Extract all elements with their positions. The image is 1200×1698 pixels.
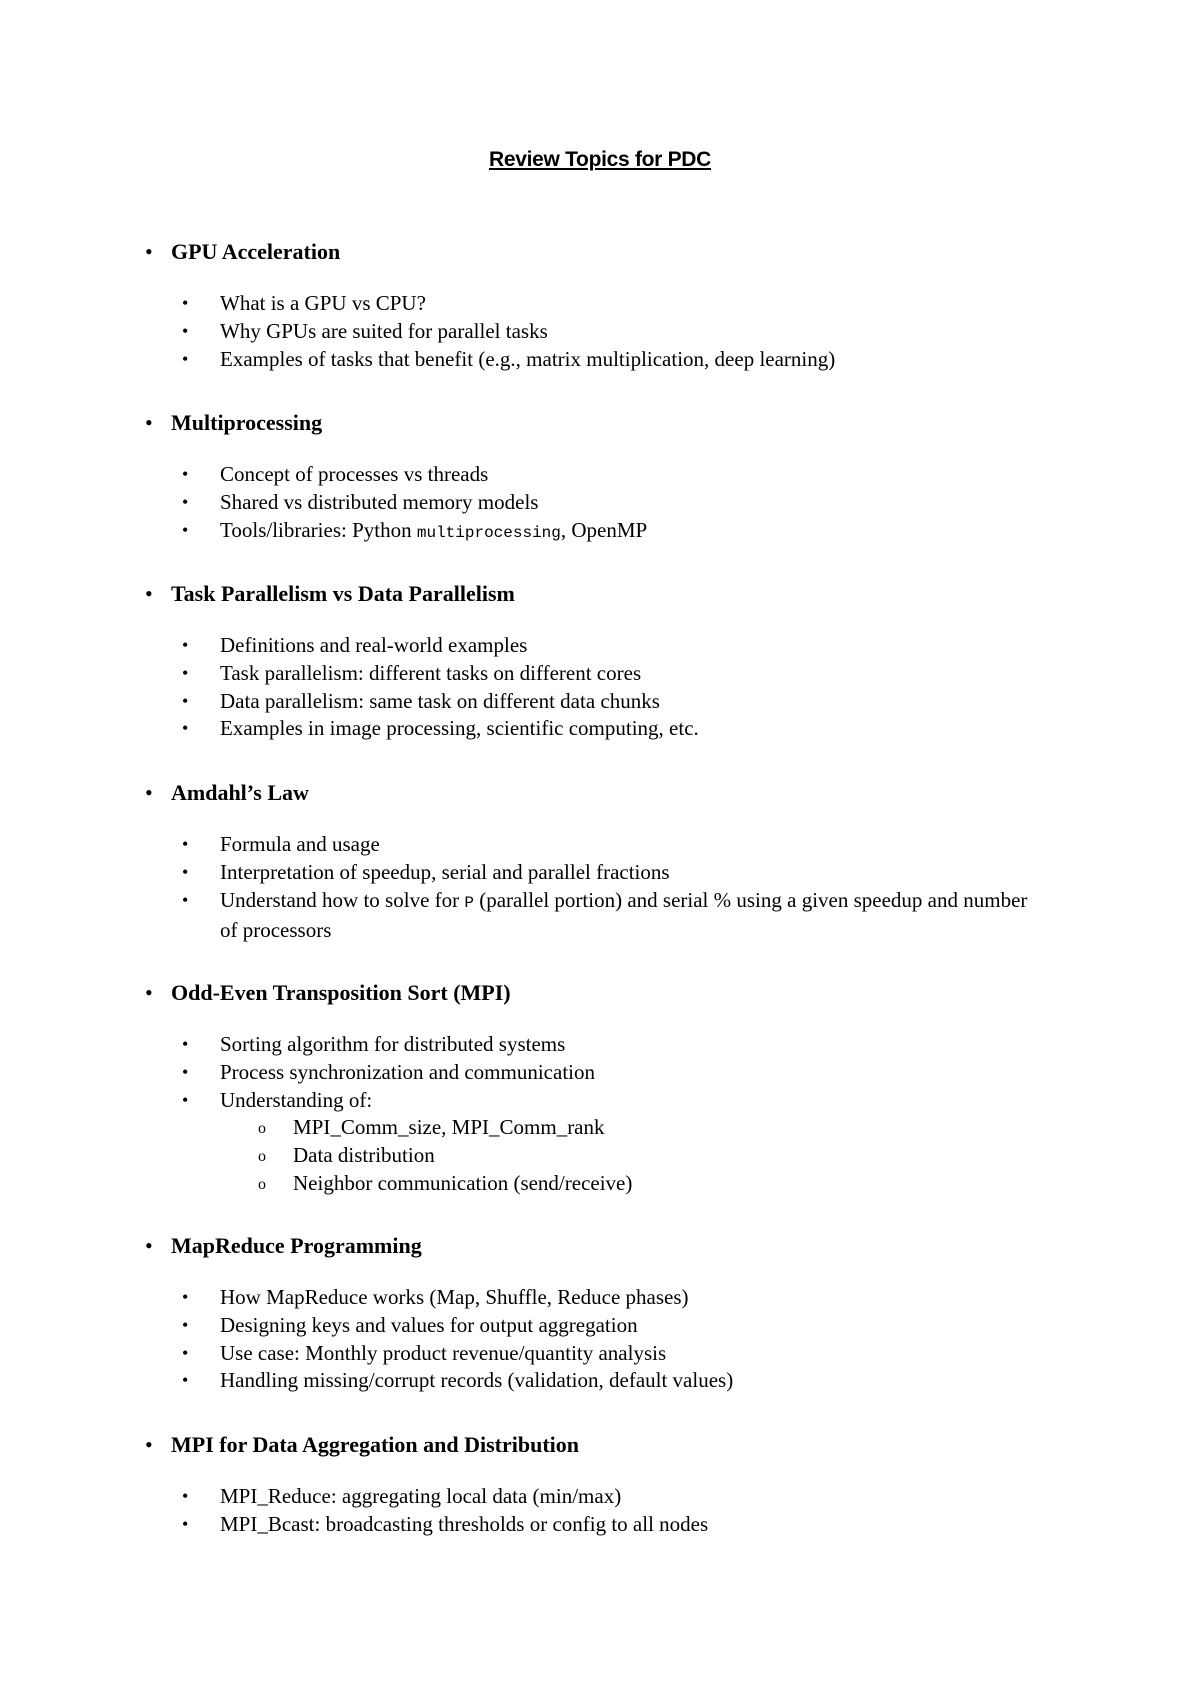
- sub-list-item: [0, 1114, 1053, 1142]
- section-heading-text: Task Parallelism vs Data Parallelism: [171, 581, 515, 606]
- list-item-text: Definitions and real-world examples: [220, 633, 528, 657]
- sub-list-item: [0, 1142, 1053, 1170]
- list-item-text: Process synchronization and communication: [220, 1059, 595, 1084]
- list-item: [0, 1087, 1050, 1115]
- list-item-text: Why GPUs are suited for parallel tasks: [220, 318, 548, 343]
- bullet-icon: •: [145, 1432, 153, 1457]
- list-item: [0, 1284, 1050, 1312]
- list-item-text: Task parallelism: different tasks on different cores: [220, 660, 642, 685]
- list-item: [0, 632, 1050, 660]
- bullet-icon: •: [182, 635, 189, 655]
- list-item-text: Understand how to solve for: [220, 887, 465, 912]
- list-item-text: What is a GPU vs CPU?: [220, 291, 426, 315]
- list-item: [0, 887, 1050, 946]
- section-heading-text: MPI for Data Aggregation and Distribution: [171, 1432, 580, 1457]
- bullet-icon: •: [182, 889, 189, 910]
- list-item: [0, 489, 1050, 517]
- list-item-text: MPI_Bcast: broadcasting thresholds or config to all nodes: [220, 1511, 709, 1536]
- bullet-icon: •: [182, 1370, 189, 1391]
- bullet-icon: •: [182, 718, 189, 739]
- list-item-text: Use case: Monthly product revenue/quantity analysis: [220, 1340, 667, 1365]
- sub-list-item: [0, 1170, 1053, 1198]
- inline-code: P: [464, 893, 474, 912]
- bullet-icon: •: [182, 1287, 189, 1307]
- list-item-text: Data parallelism: same task on different data chunks: [220, 688, 660, 713]
- list-item: [0, 1312, 1050, 1340]
- list-item: [0, 1367, 1050, 1395]
- sub-topic-list: [0, 1114, 1053, 1197]
- list-item: [0, 688, 1050, 716]
- bullet-icon: •: [182, 834, 189, 854]
- bullet-icon: •: [182, 293, 189, 313]
- list-item-text: Understanding of:: [220, 1087, 373, 1112]
- bullet-icon: •: [145, 410, 153, 435]
- list-item-text: Tools/libraries: Python: [220, 517, 417, 542]
- list-item: [0, 660, 1050, 688]
- sub-list-item-text: MPI_Comm_size, MPI_Comm_rank: [293, 1115, 605, 1139]
- list-item-text: Examples of tasks that benefit (e.g., matrix multiplication, deep learning): [220, 346, 836, 371]
- list-item-text: Sorting algorithm for distributed systems: [220, 1032, 566, 1056]
- list-item-text: Shared vs distributed memory models: [220, 489, 539, 514]
- bullet-icon: •: [182, 861, 189, 882]
- bullet-icon: •: [182, 1513, 189, 1534]
- inline-code: multiprocessing: [416, 523, 561, 542]
- bullet-icon: •: [182, 1089, 189, 1110]
- sub-list-item-text: Neighbor communication (send/receive): [293, 1170, 633, 1195]
- bullet-icon: •: [182, 491, 189, 512]
- list-item: [0, 290, 1050, 318]
- list-item: [0, 831, 1050, 859]
- bullet-icon: •: [182, 1034, 189, 1054]
- list-item: [0, 1031, 1050, 1059]
- topic-list: [0, 1031, 1200, 1114]
- list-item-text: Designing keys and values for output aggregation: [220, 1312, 638, 1337]
- list-item-text: Handling missing/corrupt records (validation, default values): [220, 1368, 734, 1393]
- section-heading-text: Odd-Even Transposition Sort (MPI): [171, 980, 511, 1005]
- bullet-icon: •: [145, 1233, 153, 1258]
- bullet-icon: •: [182, 1061, 189, 1082]
- bullet-icon: •: [182, 320, 189, 341]
- document-title: Review Topics for PDC: [488, 148, 712, 171]
- bullet-icon: •: [182, 1342, 189, 1363]
- list-item-text: Interpretation of speedup, serial and parallel fractions: [220, 859, 670, 884]
- bullet-icon: •: [145, 980, 153, 1005]
- bullet-icon: •: [145, 581, 153, 606]
- list-item-text: , OpenMP: [560, 517, 648, 542]
- bullet-icon: •: [145, 239, 153, 264]
- list-item: [0, 715, 1050, 743]
- section-heading-text: Multiprocessing: [171, 410, 323, 435]
- circle-bullet-icon: o: [258, 1120, 266, 1137]
- bullet-icon: •: [182, 519, 189, 540]
- topic-list: [0, 290, 1200, 373]
- list-item-text: Formula and usage: [220, 832, 380, 856]
- section-heading-text: MapReduce Programming: [171, 1233, 422, 1258]
- list-item: [0, 1483, 1050, 1511]
- list-item-text: How MapReduce works (Map, Shuffle, Reduce phases): [220, 1285, 689, 1309]
- list-item: [0, 346, 1050, 374]
- circle-bullet-icon: o: [258, 1147, 266, 1165]
- list-item: [0, 1059, 1050, 1087]
- bullet-icon: •: [182, 1486, 189, 1506]
- bullet-icon: •: [182, 348, 189, 369]
- section-heading-text: GPU Acceleration: [171, 239, 341, 264]
- topic-list: [0, 1483, 1200, 1539]
- bullet-icon: •: [182, 1314, 189, 1335]
- list-item: [0, 1340, 1050, 1368]
- list-item: [0, 318, 1050, 346]
- bullet-icon: •: [182, 662, 189, 683]
- bullet-icon: •: [182, 690, 189, 711]
- bullet-icon: •: [182, 464, 189, 484]
- list-item: [0, 461, 1050, 489]
- bullet-icon: •: [145, 780, 153, 805]
- list-item: [0, 517, 1050, 548]
- list-item: [0, 1511, 1050, 1539]
- topic-list: [0, 632, 1200, 743]
- topic-list: [0, 461, 1200, 547]
- topic-list: [0, 831, 1200, 945]
- section-heading-text: Amdahl’s Law: [171, 780, 309, 805]
- list-item-text: MPI_Reduce: aggregating local data (min/max): [220, 1484, 622, 1508]
- list-item-text: (parallel portion) and serial % using a given speedup and number of processors: [220, 887, 1028, 943]
- topic-list: [0, 1284, 1200, 1395]
- list-item: [0, 859, 1050, 887]
- list-item-text: Concept of processes vs threads: [220, 462, 489, 486]
- circle-bullet-icon: o: [258, 1175, 266, 1193]
- list-item-text: Examples in image processing, scientific computing, etc.: [220, 716, 699, 741]
- sub-list-item-text: Data distribution: [293, 1142, 435, 1167]
